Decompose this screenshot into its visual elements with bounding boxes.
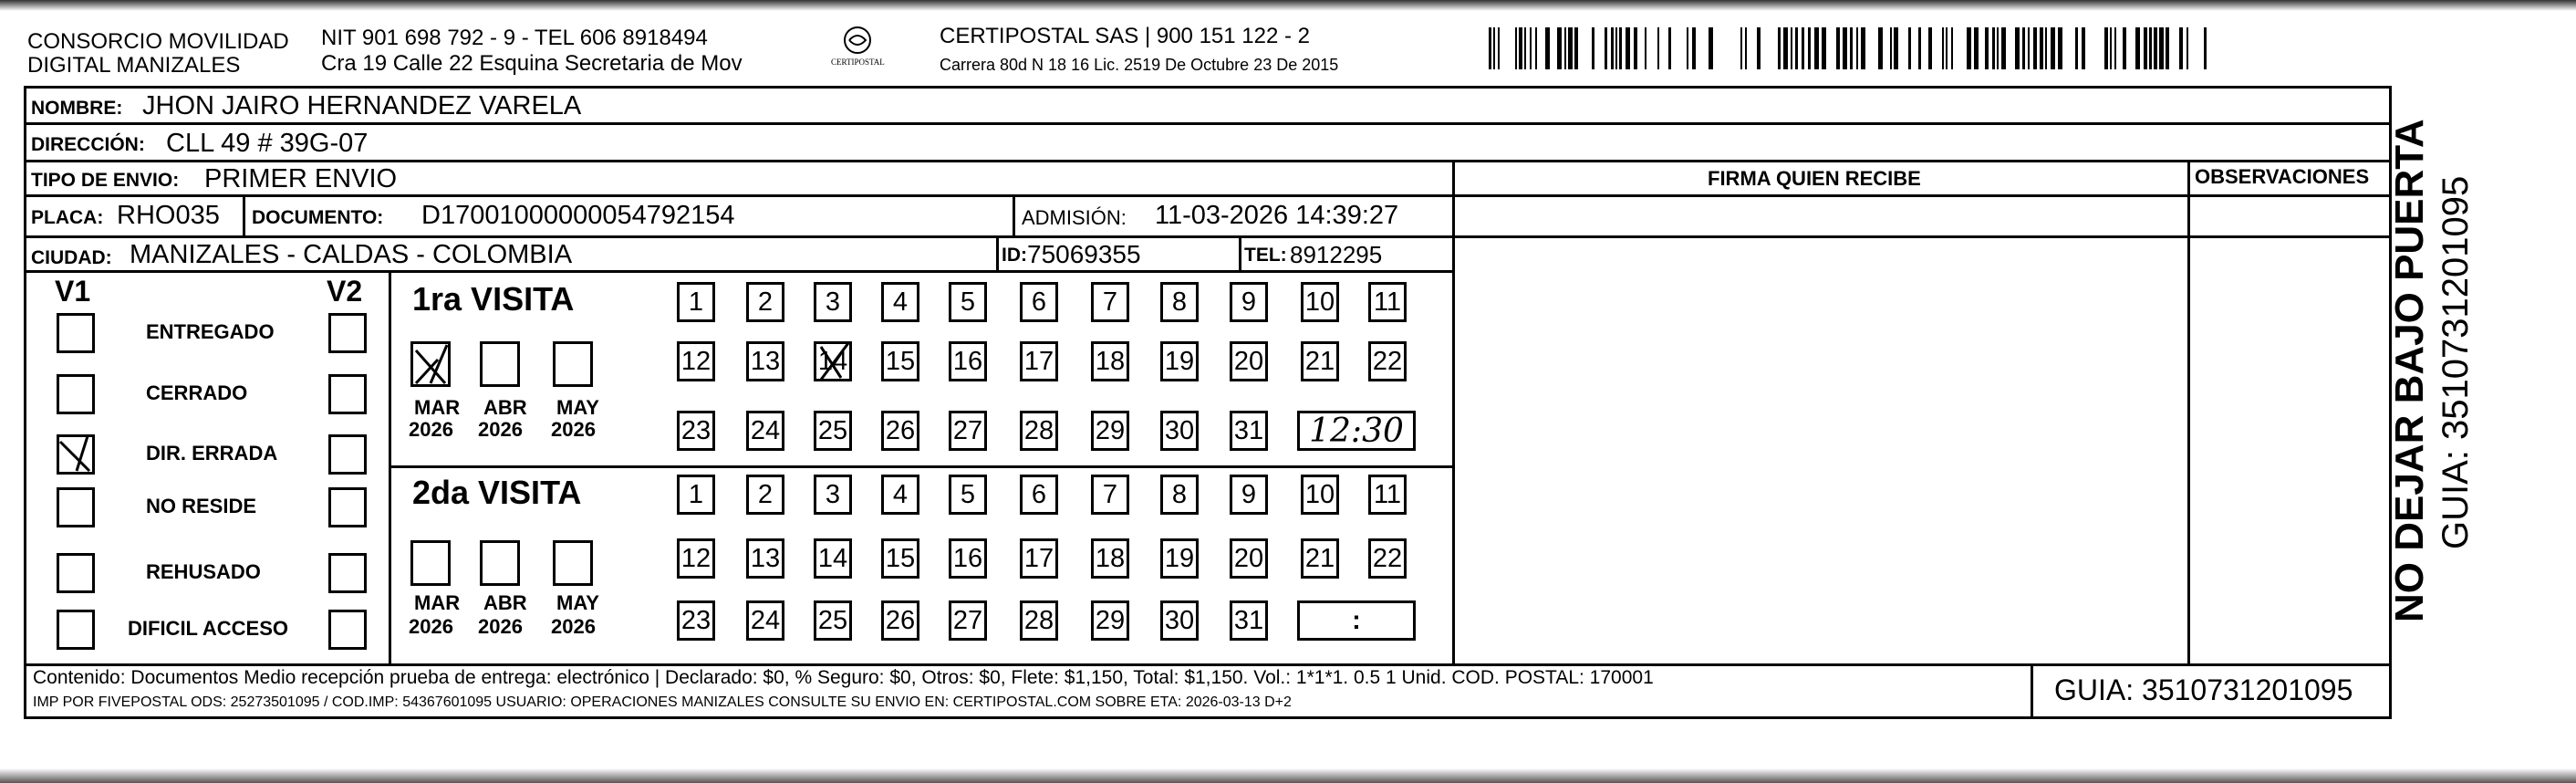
v2-checkbox[interactable] [328,553,367,593]
day-number: 29 [1095,605,1126,635]
day-number: 2 [757,287,774,317]
v1-checkbox[interactable] [57,553,95,593]
v1-checkbox[interactable] [57,487,95,527]
month-label: ABR [483,396,527,419]
day-box[interactable] [677,411,715,451]
day-box[interactable] [677,538,715,579]
handwritten-time: 12:30 [1309,412,1404,450]
day-number: 23 [680,605,712,635]
day-number: 12 [680,346,712,376]
year-label: 2026 [551,418,596,441]
row-line [24,663,2392,666]
month-checkbox-mar[interactable] [410,341,451,387]
day-number: 6 [1031,287,1047,317]
day-number: 4 [892,287,909,317]
nit-line: NIT 901 698 792 - 9 - TEL 606 8918494 [321,26,708,50]
day-number: 12 [680,543,712,573]
day-box[interactable] [677,600,715,641]
day-box[interactable] [881,538,919,579]
month-checkbox-may[interactable] [553,341,593,387]
direccion-value: CLL 49 # 39G-07 [166,129,369,158]
year-label: 2026 [478,418,523,441]
first-visit-title: 1ra VISITA [412,280,575,318]
day-number: 21 [1304,543,1335,573]
day-box[interactable] [1020,411,1058,451]
day-box[interactable] [746,341,784,381]
second-visit-title: 2da VISITA [412,474,582,511]
company-name-line1: CONSORCIO MOVILIDAD [27,29,289,54]
day-box[interactable] [746,600,784,641]
month-checkbox-abr[interactable] [480,540,520,586]
time-box[interactable] [1297,411,1416,451]
day-box[interactable] [1230,538,1268,579]
day-box[interactable] [881,411,919,451]
day-box[interactable] [949,282,987,322]
year-label: 2026 [409,418,453,441]
day-number: 13 [750,543,781,573]
month-label: MAR [414,591,461,614]
day-number: 19 [1164,543,1195,573]
v1-checkbox[interactable] [57,434,95,475]
day-box[interactable] [814,538,852,579]
day-box[interactable] [1160,282,1199,322]
logo-text: CERTIPOSTAL [831,57,885,67]
ciudad-value: MANIZALES - CALDAS - COLOMBIA [130,240,573,269]
visit-divider [389,465,1454,468]
status-label: CERRADO [146,381,248,404]
day-number: 13 [750,346,781,376]
direccion-label: DIRECCIÓN: [31,134,145,155]
admision-label: ADMISIÓN: [1022,206,1127,229]
day-box[interactable] [881,282,919,322]
check-mark-icon [410,341,451,387]
day-box[interactable] [1230,411,1268,451]
day-number: 15 [885,346,916,376]
day-box[interactable] [1230,600,1268,641]
day-number: 14 [817,543,848,573]
day-number: 30 [1164,605,1195,635]
day-box[interactable] [1368,475,1407,515]
day-number: 10 [1304,287,1335,317]
time-placeholder: : [1352,605,1361,635]
day-number: 18 [1095,543,1126,573]
day-number: 30 [1164,415,1195,445]
day-number: 20 [1233,346,1264,376]
day-number: 24 [750,605,781,635]
imp-line: IMP POR FIVEPOSTAL ODS: 25273501095 / COD.IMP: 54367601095 USUARIO: OPERACIONES MANIZALES CONSULTE SU ENVIO EN: CERTIPOSTAL.COM SOBRE ETA: 2026-03-13 D+2 [33,694,1292,710]
check-mark-icon [57,434,95,475]
day-box[interactable] [1020,538,1058,579]
day-number: 27 [952,415,983,445]
day-box[interactable] [881,475,919,515]
month-label: ABR [483,591,527,614]
admision-value: 11-03-2026 14:39:27 [1155,201,1399,230]
month-label: MAR [414,396,461,419]
year-label: 2026 [478,615,523,638]
day-box[interactable] [1301,282,1339,322]
day-number: 11 [1373,479,1402,509]
day-box[interactable] [1160,475,1199,515]
day-box[interactable] [1230,475,1268,515]
day-box[interactable] [677,341,715,381]
day-number: 16 [952,346,983,376]
day-number: 5 [960,287,976,317]
day-box[interactable] [814,282,852,322]
check-mark-icon [814,341,852,381]
status-label: NO RESIDE [146,495,257,517]
month-checkbox-may[interactable] [553,540,593,586]
day-box[interactable] [677,475,715,515]
v2-checkbox[interactable] [328,434,367,475]
row-line [24,270,1454,273]
day-number: 20 [1233,543,1264,573]
month-checkbox-mar[interactable] [410,540,451,586]
month-label: MAY [556,396,599,419]
day-box[interactable] [949,538,987,579]
day-box[interactable] [1230,282,1268,322]
day-number: 25 [817,605,848,635]
day-number: 8 [1171,479,1188,509]
day-number: 21 [1304,346,1335,376]
row-line [24,122,2392,125]
day-box[interactable] [1160,600,1199,641]
day-number: 22 [1372,543,1403,573]
id-value: 75069355 [1027,240,1141,268]
v1-checkbox[interactable] [57,610,95,650]
day-number: 6 [1031,479,1047,509]
day-box[interactable] [746,411,784,451]
day-number: 22 [1372,346,1403,376]
day-number: 24 [750,415,781,445]
day-number: 31 [1233,415,1264,445]
day-number: 11 [1373,287,1402,317]
day-number: 7 [1102,287,1118,317]
day-number: 14 [817,346,848,376]
day-box[interactable] [814,411,852,451]
day-box[interactable] [1091,282,1129,322]
day-number: 28 [1023,605,1054,635]
day-box[interactable] [949,411,987,451]
day-box[interactable] [1091,600,1129,641]
row-line [1454,235,2392,238]
day-box[interactable] [814,475,852,515]
day-box[interactable] [814,600,852,641]
day-box[interactable] [746,475,784,515]
day-box[interactable] [1091,411,1129,451]
certipostal-logo [826,24,889,75]
day-number: 9 [1241,479,1257,509]
day-box[interactable] [746,538,784,579]
status-label: DIR. ERRADA [146,442,278,465]
nombre-label: NOMBRE: [31,98,123,119]
day-box[interactable] [677,282,715,322]
certipostal-line: CERTIPOSTAL SAS | 900 151 122 - 2 [940,24,1310,48]
year-label: 2026 [409,615,453,638]
contenido-line: Contenido: Documentos Medio recepción prueba de entrega: electrónico | Declarado: $0, % Seguro: $0, Otros: $0, Flete: $1,150, Total: $1,150. Vol.: 1*1*1. 0.5 1 Unid. COD. POSTAL: 170001 [33,667,1654,688]
day-number: 28 [1023,415,1054,445]
day-number: 29 [1095,415,1126,445]
cell-divider [1239,235,1241,270]
signature-divider [1452,160,1455,663]
documento-value: D17001000000054792154 [421,201,735,230]
id-label: ID: [1002,245,1027,266]
day-number: 7 [1102,479,1118,509]
day-number: 17 [1023,543,1054,573]
tipo-envio-label: TIPO DE ENVIO: [31,170,180,191]
placa-value: RHO035 [117,201,220,230]
day-box[interactable] [949,600,987,641]
day-number: 5 [960,479,976,509]
v1-checkbox[interactable] [57,374,95,414]
day-number: 1 [688,287,704,317]
day-box[interactable] [1091,475,1129,515]
v2-checkbox[interactable] [328,487,367,527]
scan-edge-bottom [0,768,2576,783]
day-box[interactable] [1020,475,1058,515]
footer-divider [2031,663,2033,719]
v2-checkbox[interactable] [328,313,367,353]
day-number: 10 [1304,479,1335,509]
day-box[interactable] [1020,282,1058,322]
day-number: 23 [680,415,712,445]
company-name-line2: DIGITAL MANIZALES [27,53,241,78]
v1-checkbox[interactable] [57,313,95,353]
day-number: 9 [1241,287,1257,317]
barcode [1489,27,2217,73]
day-box[interactable] [881,341,919,381]
license-line: Carrera 80d N 18 16 Lic. 2519 De Octubre 23 De 2015 [940,56,1339,74]
day-number: 25 [817,415,848,445]
day-box[interactable] [1160,411,1199,451]
guia-box-text: GUIA: 3510731201095 [2054,673,2353,706]
day-box[interactable] [1301,538,1339,579]
day-box[interactable] [1020,600,1058,641]
tel-value: 8912295 [1290,241,1383,268]
day-number: 1 [688,479,704,509]
day-box[interactable] [881,600,919,641]
day-number: 31 [1233,605,1264,635]
day-box[interactable] [1301,475,1339,515]
address-line: Cra 19 Calle 22 Esquina Secretaria de Mov [321,51,743,76]
day-box[interactable] [1368,282,1407,322]
day-number: 19 [1164,346,1195,376]
no-dejar-bajo-puerta: NO DEJAR BAJO PUERTA [2387,119,2432,622]
observaciones-label: OBSERVACIONES [2195,165,2370,188]
day-number: 17 [1023,346,1054,376]
status-label: ENTREGADO [146,320,275,343]
v2-checkbox[interactable] [328,374,367,414]
day-box[interactable] [1091,538,1129,579]
scan-edge [0,0,2576,11]
placa-label: PLACA: [31,207,104,228]
day-box[interactable] [949,475,987,515]
documento-label: DOCUMENTO: [252,207,384,228]
day-number: 18 [1095,346,1126,376]
status-label: REHUSADO [146,560,261,583]
year-label: 2026 [551,615,596,638]
day-number: 3 [825,287,841,317]
day-box[interactable] [1230,341,1268,381]
month-label: MAY [556,591,599,614]
v1-label: V1 [55,275,91,308]
day-box[interactable] [1368,341,1407,381]
observations-divider [2187,160,2190,663]
day-box[interactable] [1160,538,1199,579]
day-number: 26 [885,605,916,635]
month-checkbox-abr[interactable] [480,341,520,387]
day-number: 4 [892,479,909,509]
status-label: DIFICIL ACCESO [128,617,289,640]
day-number: 26 [885,415,916,445]
day-number: 15 [885,543,916,573]
v2-label: V2 [327,275,363,308]
day-box[interactable] [949,341,987,381]
firma-label: FIRMA QUIEN RECIBE [1708,167,1921,190]
day-box[interactable] [814,341,852,381]
day-number: 2 [757,479,774,509]
v2-checkbox[interactable] [328,610,367,650]
row-line [24,160,2392,162]
day-number: 16 [952,543,983,573]
logo-icon [826,24,889,60]
tipo-envio-value: PRIMER ENVIO [204,164,398,193]
day-box[interactable] [1091,341,1129,381]
day-box[interactable] [1020,341,1058,381]
side-guia: GUIA: 3510731201095 [2436,175,2476,549]
time-box[interactable] [1297,600,1416,641]
nombre-value: JHON JAIRO HERNANDEZ VARELA [142,91,582,120]
day-box[interactable] [746,282,784,322]
cell-divider [243,194,245,235]
tel-label: TEL: [1244,245,1287,266]
day-number: 8 [1171,287,1188,317]
row-line [24,194,2392,197]
ciudad-label: CIUDAD: [31,247,112,268]
day-box[interactable] [1368,538,1407,579]
day-box[interactable] [1160,341,1199,381]
cell-divider [996,235,999,270]
day-number: 27 [952,605,983,635]
cell-divider [1013,194,1015,235]
day-number: 3 [825,479,841,509]
day-box[interactable] [1301,341,1339,381]
